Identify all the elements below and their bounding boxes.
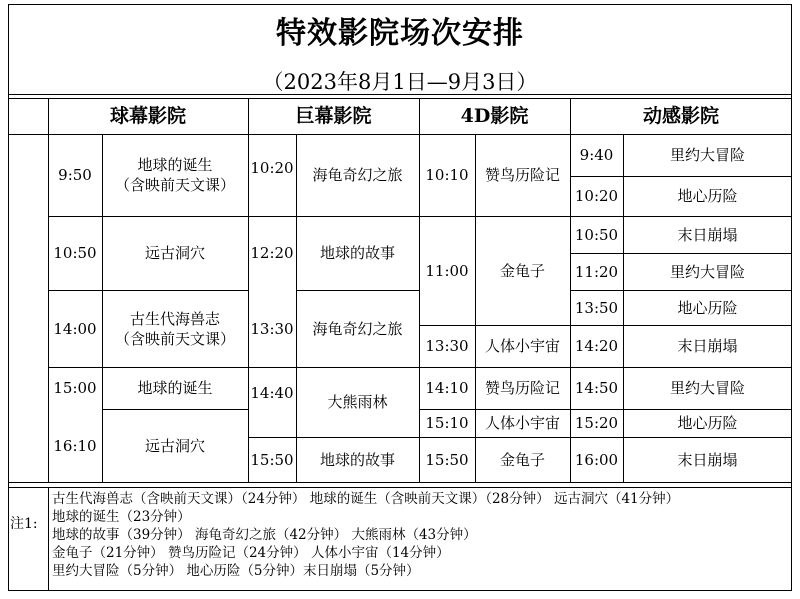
dome-time: 9:50: [58, 166, 92, 184]
dome-time: 14:00: [53, 319, 97, 338]
header-4d: 4D影院: [460, 105, 529, 127]
motion-show-title: 里约大冒险: [669, 146, 745, 164]
dome-show: [102, 290, 248, 367]
motion-show-title: 末日崩塌: [677, 225, 738, 244]
note-line: 里约大冒险（5分钟） 地心历险（5分钟）末日崩塌（5分钟）: [52, 563, 420, 579]
motion-show-title: 里约大冒险: [669, 262, 745, 281]
dome-show-sub: （含映前天文课）: [114, 329, 235, 348]
notes-block: [52, 490, 679, 580]
motion-time: 13:50: [574, 298, 619, 317]
motion-show-title: 地心历险: [677, 414, 738, 432]
header-giant: 巨幕影院: [295, 105, 372, 127]
motion-time: 10:20: [574, 187, 619, 205]
fourd-time: 14:10: [425, 379, 469, 397]
giant-show-title: 地球的故事: [319, 450, 395, 469]
note-line: 金龟子（21分钟） 赞鸟历险记（24分钟） 人体小宇宙（14分钟）: [52, 545, 450, 561]
title-divider: [8, 94, 792, 95]
fourd-time: 11:00: [425, 261, 469, 280]
giant-show-title: 海龟奇幻之旅: [312, 166, 403, 184]
fourd-time: 15:50: [425, 450, 469, 469]
fourd-show-title: 赞鸟历险记: [484, 166, 560, 184]
motion-time: 11:20: [574, 262, 619, 281]
motion-show-title: 末日崩塌: [677, 450, 738, 469]
motion-time: 10:50: [574, 225, 619, 244]
note-line: 地球的诞生（23分钟）: [52, 509, 191, 525]
fourd-show-title: 金龟子: [499, 261, 545, 280]
page-subtitle: （2023年8月1日—9月3日）: [262, 70, 538, 94]
motion-time: 16:00: [574, 450, 619, 469]
fourd-time: 15:10: [425, 414, 469, 432]
note-label: 注1:: [10, 516, 38, 532]
giant-time: 13:30: [250, 319, 294, 338]
dome-show-title: 远古洞穴: [144, 244, 205, 262]
giant-time: 10:20: [250, 159, 294, 177]
giant-time: 15:50: [250, 450, 294, 469]
motion-show-title: 末日崩塌: [677, 337, 738, 355]
motion-time: 15:20: [574, 414, 619, 432]
note-line: 地球的故事（39分钟） 海龟奇幻之旅（42分钟） 大熊雨林（43分钟）: [52, 527, 477, 543]
fourd-show-title: 人体小宇宙: [484, 414, 560, 432]
dome-time: 10:50: [53, 244, 97, 262]
dome-time: 15:00: [53, 379, 97, 397]
header-dome: 球幕影院: [109, 105, 186, 127]
motion-time: 9:40: [579, 146, 614, 164]
dome-show-sub: （含映前天文课）: [114, 176, 235, 194]
dome-show-title: 地球的诞生: [137, 379, 213, 397]
dome-show: [102, 134, 248, 216]
dome-show-title: 地球的诞生: [137, 156, 213, 174]
giant-show-title: 地球的故事: [319, 244, 395, 262]
giant-show-title: 大熊雨林: [327, 393, 388, 411]
fourd-time: 10:10: [425, 166, 469, 184]
fourd-show-title: 人体小宇宙: [484, 337, 560, 355]
fourd-show-title: 赞鸟历险记: [484, 379, 560, 397]
header-motion: 动感影院: [642, 105, 719, 127]
dome-time: 16:10: [53, 436, 97, 455]
dome-show-title: 古生代海兽志: [129, 309, 220, 328]
page-title: 特效影院场次安排: [276, 16, 524, 51]
motion-show-title: 地心历险: [677, 298, 738, 317]
giant-time: 14:40: [250, 384, 294, 402]
table-bottom: [8, 482, 792, 483]
note-col-line: [48, 487, 49, 591]
giant-time: 12:20: [250, 244, 294, 262]
fourd-show-title: 金龟子: [499, 450, 545, 469]
motion-time: 14:20: [574, 337, 619, 355]
table-bottom-double: [8, 487, 792, 488]
note-line: 古生代海兽志（含映前天文课）（24分钟） 地球的诞生（含映前天文课）（28分钟） 远古洞穴（41分钟）: [52, 491, 680, 507]
motion-show-title: 里约大冒险: [669, 379, 745, 397]
motion-show-title: 地心历险: [677, 187, 738, 205]
fourd-time: 13:30: [425, 337, 469, 355]
giant-show-title: 海龟奇幻之旅: [312, 319, 403, 338]
dome-show-title: 远古洞穴: [144, 436, 205, 455]
motion-time: 14:50: [574, 379, 619, 397]
